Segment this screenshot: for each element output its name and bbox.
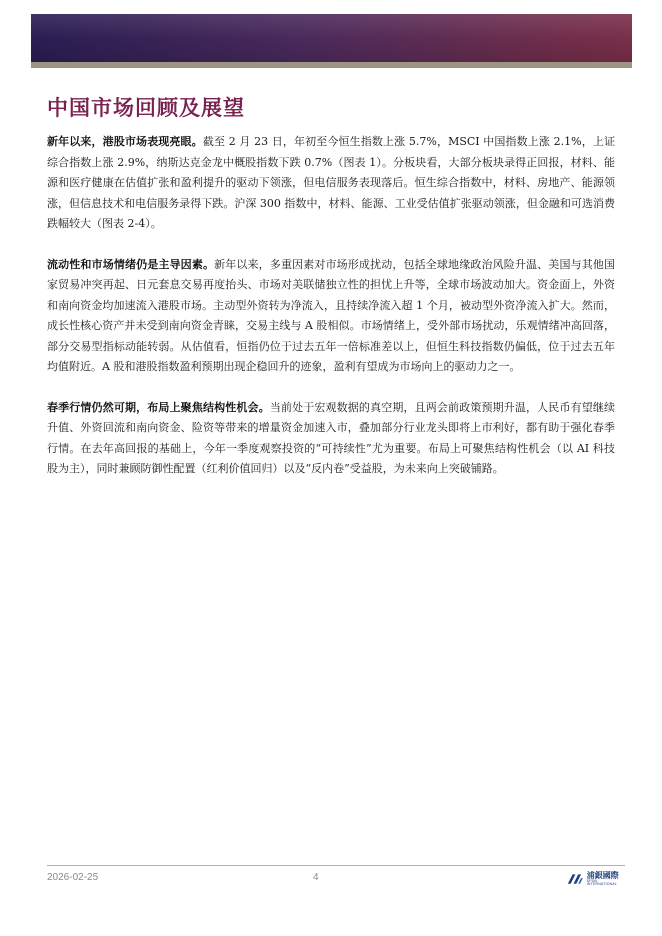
paragraph-lead: 新年以来，港股市场表现亮眼。 xyxy=(47,135,203,148)
paragraph-body: 截至 2 月 23 日，年初至今恒生指数上涨 5.7%，MSCI 中国指数上涨 2.1%，上证综合指数上涨 2.9%，纳斯达克金龙中概股指数下跌 0.7%（图表 1）。分板块看，大部分板块录得正回报，材料、能源和医疗健康在估值扩张和盈利提升的驱动下领涨，但电信服务表现落后。恒生综合指数中，材料、房地产、能源领涨，但信息技术和电信服务录得下跌。沪深 300 指数中，材料、能源、工业受估值扩张驱动领涨，但金融和可选消费跌幅较大（图表 2-4）。 xyxy=(47,135,615,230)
paragraph-lead: 流动性和市场情绪仍是主导因素。 xyxy=(47,257,215,271)
footer-date: 2026-02-25 xyxy=(47,872,99,883)
paragraph-liquidity xyxy=(47,255,615,378)
logo-mark-icon xyxy=(566,871,585,887)
footer-divider xyxy=(47,865,625,866)
logo-wordmark xyxy=(587,872,626,887)
page-number: 4 xyxy=(313,872,319,883)
logo-text-cn: 浦銀國際 xyxy=(586,870,619,880)
header-banner xyxy=(31,14,632,62)
paragraph-body: 新年以来，多重因素对市场形成扰动，包括全球地缘政治风险升温、美国与其他国家贸易冲突再起、日元套息交易再度抬头、市场对美联储独立性的担忧上升等，全球市场波动加大。资金面上，外资和南向资金均加速流入港股市场。主动型外资转为净流入，且持续净流入超 1 个月，被动型外资净流入扩大。然而，成长性核心资产并未受到南向资金青睐，交易主线与 A 股相似。市场情绪上，受外部市场扰动，乐观情绪冲高回落，部分交易型指标动能转弱。从估值看，恒指仍位于过去五年一倍标准差以上，但恒生科技指数仍偏低，位于过去五年均值附近。A 股和港股指数盈利预期出现企稳回升的迹象，盈利有望成为市场向上的驱动力之一。 xyxy=(47,257,616,373)
header-divider xyxy=(31,62,632,68)
paragraph-body: 当前处于宏观数据的真空期，且两会前政策预期升温，人民币有望继续升值、外资回流和南向资金、险资等带来的增量资金加速入市，叠加部分行业龙头即将上市利好，都有助于强化春季行情。在去年高回报的基础上，今年一季度观察投资的“可持续性”尤为重要。布局上可聚焦结构性机会（以 AI 科技股为主），同时兼顾防御性配置（红利价值回归）以及“反内卷”受益股，为未来向上突破铺路。 xyxy=(47,400,616,475)
paragraph-outlook xyxy=(47,398,615,480)
logo-text-en: SPDB INTERNATIONAL xyxy=(586,878,618,886)
body-content xyxy=(47,132,615,500)
company-logo xyxy=(566,870,626,888)
paragraph-market-review xyxy=(47,132,615,235)
page-title: 中国市场回顾及展望 xyxy=(47,96,245,120)
paragraph-lead: 春季行情仍然可期，布局上聚焦结构性机会。 xyxy=(47,400,270,414)
